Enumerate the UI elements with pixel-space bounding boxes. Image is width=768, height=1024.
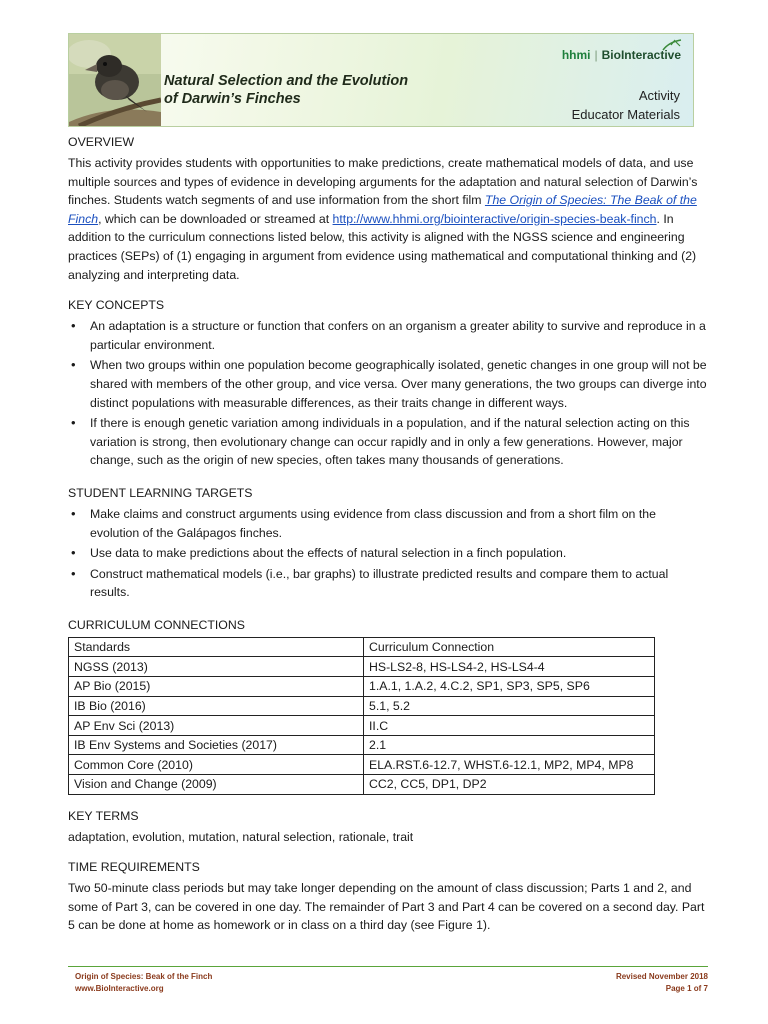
- finch-photo: [69, 34, 161, 127]
- overview-heading: OVERVIEW: [68, 135, 135, 149]
- curriculum-table: [68, 637, 655, 795]
- learning-targets-heading: STUDENT LEARNING TARGETS: [68, 485, 253, 500]
- list-item: • When two groups within one population become geographically isolated, genetic changes in one group will not be shared with members of the other group, and vice versa. Over many generations, the two groups can diverge into distinct populations with measurable differences, as their traits change in different ways.: [68, 356, 708, 412]
- overview-paragraph: This activity provides students with opportunities to make predictions, create mathematical models of data, and use multiple sources and types of evidence in developing arguments for the adaptation and natural selection of Darwin’s finches. Students watch segments of and use information from the short film The Origin of Species: The Beak of the Finch, which can be downloaded or streamed at http://www.hhmi.org/biointeractive/origin-species-beak-finch. In addition to the curriculum connections listed below, this activity is aligned with the NGSS science and engineering practices (SEPs) of (1) engaging in argument from evidence using mathematical and computational thinking and (2) analyzing and interpreting data.: [68, 156, 698, 282]
- list-item: • An adaptation is a structure or function that confers on an organism a greater ability to survive and reproduce in a particular environment.: [68, 317, 708, 354]
- page-footer: [75, 971, 708, 995]
- curriculum-heading: CURRICULUM CONNECTIONS: [68, 617, 245, 632]
- banner-title-line1: Natural Selection and the Evolution: [164, 73, 409, 89]
- key-terms-heading: KEY TERMS: [68, 808, 139, 823]
- list-item: • Use data to make predictions about the effects of natural selection in a finch population.: [68, 544, 708, 563]
- table-header-row: [69, 637, 655, 657]
- column-header-standards: Standards: [69, 637, 364, 657]
- footer-website: www.BioInteractive.org: [75, 984, 164, 993]
- list-item: • If there is enough genetic variation among individuals in a population, and if the natural selection acting on this variation is strong, then evolutionary change can occur rapidly and in only a few generations. However, major change, such as the origin of new species, often takes many thousands of generations.: [68, 414, 708, 470]
- table-row: IB Env Systems and Societies (2017) 2.1: [69, 735, 655, 755]
- time-requirements-heading: TIME REQUIREMENTS: [68, 860, 200, 875]
- table-row: AP Bio (2015) 1.A.1, 1.A.2, 4.C.2, SP1, SP3, SP5, SP6: [69, 677, 655, 697]
- table-row: Vision and Change (2009) CC2, CC5, DP1, DP2: [69, 775, 655, 795]
- logo-hhmi: hhmi: [561, 48, 591, 62]
- column-header-connection: Curriculum Connection: [364, 637, 655, 657]
- hhmi-film-link[interactable]: http://www.hhmi.org/biointeractive/origin-species-beak-finch: [332, 211, 657, 226]
- footer-revised-date: Revised November 2018: [615, 972, 708, 981]
- key-concepts-heading: KEY CONCEPTS: [68, 298, 165, 313]
- key-terms-text: adaptation, evolution, mutation, natural selection, rationale, trait: [68, 829, 414, 844]
- footer-right: [616, 971, 708, 995]
- time-requirements-text: Two 50-minute class periods but may take longer depending on the amount of class discussion; Parts 1 and 2, and some of Part 3, can be covered in one day. The remainder of Part 3 and Part 4 can be covered on a second day. Part 5 can be done at home as homework or in class on a third day (see Figure 1).: [68, 881, 705, 933]
- educator-materials-label: Educator Materials: [571, 107, 680, 122]
- header-banner: [68, 33, 694, 127]
- footer-doc-title: Origin of Species: Beak of the Finch: [75, 972, 213, 981]
- footer-divider: [68, 966, 708, 967]
- banner-title: [164, 72, 408, 108]
- table-row: Common Core (2010) ELA.RST.6-12.7, WHST.6-12.1, MP2, MP4, MP8: [69, 755, 655, 775]
- banner-title-line2: of Darwin’s Finches: [164, 91, 301, 107]
- table-row: NGSS (2013) HS-LS2-8, HS-LS4-2, HS-LS4-4: [69, 657, 655, 677]
- table-row: IB Bio (2016) 5.1, 5.2: [69, 696, 655, 716]
- hhmi-biointeractive-logo: hhmi | BioInteractive: [561, 48, 681, 62]
- table-row: AP Env Sci (2013) II.C: [69, 716, 655, 736]
- list-item: • Make claims and construct arguments using evidence from class discussion and from a short film on the evolution of the Galápagos finches.: [68, 505, 708, 542]
- list-item: • Construct mathematical models (i.e., bar graphs) to illustrate predicted results and compare them to actual results.: [68, 565, 708, 602]
- footer-page-number: Page 1 of 7: [665, 984, 708, 993]
- learning-targets-list: [68, 505, 708, 602]
- document-body: [68, 133, 708, 935]
- film-title-link[interactable]: The Origin of Species: The Beak of the Finch: [68, 193, 697, 226]
- key-concepts-list: [68, 317, 708, 470]
- logo-biointeractive: BioInteractive: [601, 48, 681, 62]
- activity-label: Activity: [638, 88, 680, 103]
